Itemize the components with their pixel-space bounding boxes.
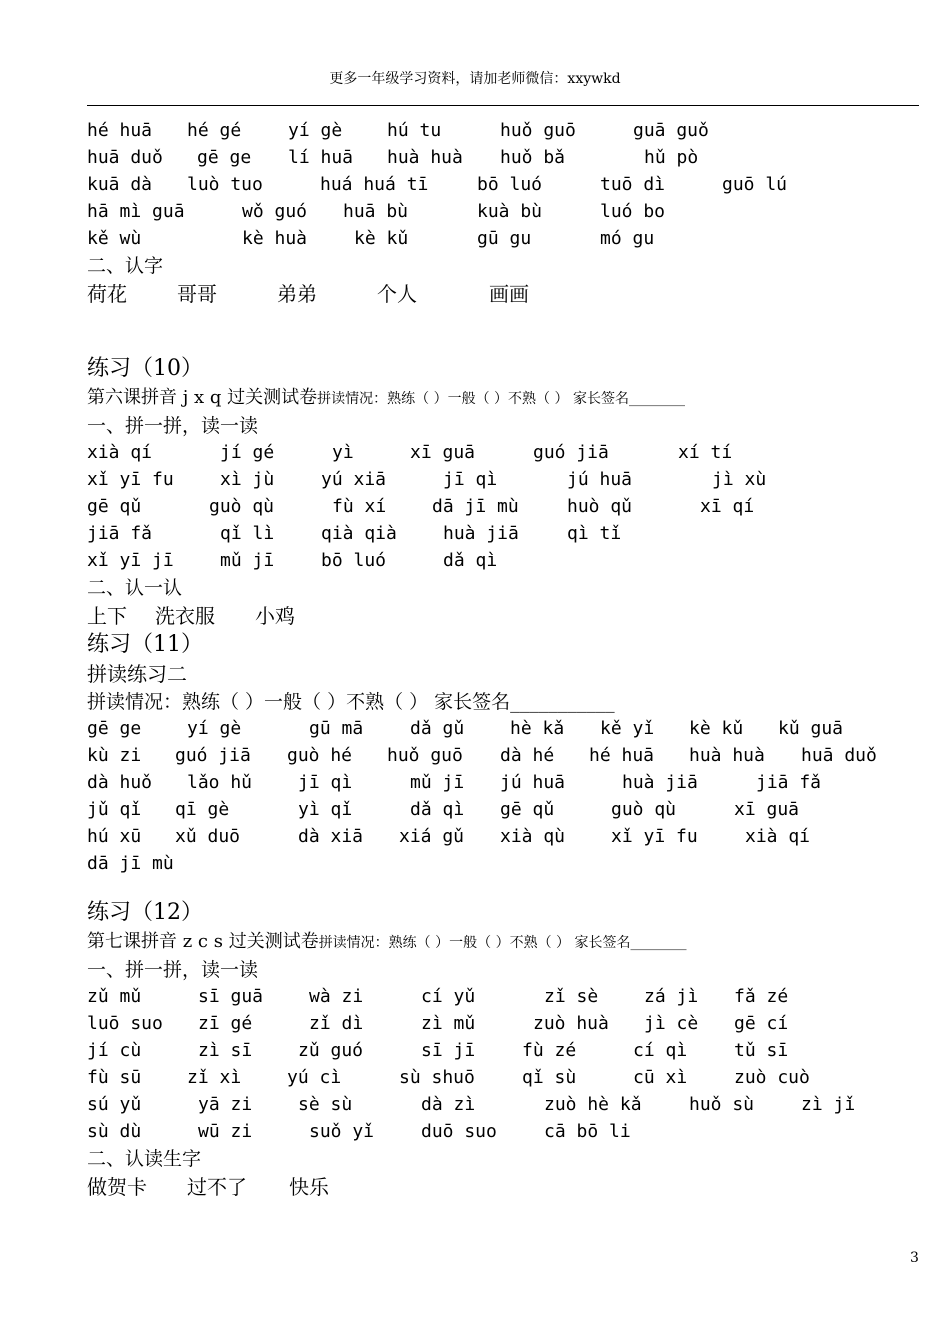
pinyin-word: dā jī mù: [432, 496, 519, 517]
pinyin-word: hǔ pò: [644, 147, 699, 168]
pinyin-row: [87, 172, 917, 199]
pinyin-word: hé gé: [187, 120, 242, 141]
character-word: 上下: [87, 604, 127, 628]
pinyin-row: [87, 824, 917, 851]
exercise-title: 练习（11）: [87, 632, 203, 657]
lesson-title: 第七课拼音 z c s 过关测试卷: [87, 931, 319, 952]
pinyin-word: huà huà: [689, 745, 765, 766]
pinyin-word: sī guā: [198, 986, 264, 1007]
pinyin-word: guó jiā: [175, 745, 251, 766]
pinyin-word: dà xiā: [298, 826, 364, 847]
pinyin-word: huǒ sù: [689, 1094, 755, 1115]
pinyin-row: [87, 797, 917, 824]
pinyin-word: hú xū: [87, 826, 142, 847]
lesson-title-line: [87, 384, 917, 413]
pinyin-word: sú yǔ: [87, 1094, 142, 1115]
pinyin-word: cā bō li: [544, 1121, 631, 1142]
pinyin-word: jú huā: [567, 469, 633, 490]
pinyin-word: dà huǒ: [87, 772, 153, 793]
pinyin-row: [87, 145, 917, 172]
pinyin-word: gē cí: [734, 1013, 789, 1034]
pinyin-word: jī qì: [443, 469, 498, 490]
worksheet-content: [87, 118, 917, 1201]
character-word: 荷花: [87, 282, 127, 306]
pinyin-word: kuā dà: [87, 174, 153, 195]
pinyin-word: guó jiā: [533, 442, 609, 463]
pinyin-word: cū xì: [633, 1067, 688, 1088]
section-heading: 二、认字: [87, 255, 164, 277]
character-row: [87, 602, 917, 630]
pinyin-word: xì jù: [220, 469, 275, 490]
pinyin-word: sī jī: [421, 1040, 476, 1061]
pinyin-word: guō lú: [722, 174, 788, 195]
pinyin-word: guò hé: [287, 745, 353, 766]
pinyin-row: [87, 494, 917, 521]
reading-status: 拼读情况：熟练（ ）一般（ ）不熟（ ） 家长签名___________: [87, 691, 615, 713]
pinyin-word: huá huá tī: [320, 174, 429, 195]
pinyin-word: jú huā: [500, 772, 566, 793]
pinyin-word: zá jì: [644, 986, 699, 1007]
pinyin-word: hè kǎ: [510, 718, 565, 739]
pinyin-word: gē qǔ: [500, 799, 555, 820]
pinyin-word: dǎ qì: [410, 799, 465, 820]
pinyin-word: dà hé: [500, 745, 555, 766]
exercise-title: 练习（12）: [87, 900, 203, 925]
pinyin-word: jí cù: [87, 1040, 142, 1061]
pinyin-row: [87, 467, 917, 494]
pinyin-word: qì tǐ: [567, 523, 622, 544]
character-word: 做贺卡: [87, 1175, 147, 1199]
pinyin-word: xǐ yī fu: [611, 826, 698, 847]
pinyin-word: sù shuō: [399, 1067, 475, 1088]
pinyin-word: sù dù: [87, 1121, 142, 1142]
pinyin-row: [87, 226, 917, 253]
pinyin-word: kè huà: [242, 228, 308, 249]
character-word: 过不了: [187, 1175, 247, 1199]
pinyin-word: xià qù: [500, 826, 566, 847]
pinyin-row: [87, 199, 917, 226]
pinyin-word: fǎ zé: [734, 986, 789, 1007]
pinyin-word: xǐ yī jī: [87, 550, 174, 571]
character-word: 哥哥: [177, 282, 217, 306]
character-word: 洗衣服: [155, 604, 215, 628]
page-header: 更多一年级学习资料，请加老师微信：xxywkd: [329, 71, 621, 87]
pinyin-word: lí huā: [288, 147, 354, 168]
pinyin-word: kǔ guā: [778, 718, 844, 739]
pinyin-word: gū mā: [309, 718, 364, 739]
pinyin-word: mǔ jī: [220, 550, 275, 571]
pinyin-word: zì jǐ: [801, 1094, 856, 1115]
pinyin-row: [87, 743, 917, 770]
character-word: 小鸡: [255, 604, 295, 628]
pinyin-word: duō suo: [421, 1121, 497, 1142]
reading-status: 拼读情况：熟练（ ）一般（ ）不熟（ ） 家长签名________: [317, 391, 685, 407]
pinyin-word: sè sù: [298, 1094, 353, 1115]
pinyin-word: huò qǔ: [567, 496, 633, 517]
pinyin-row: [87, 1038, 917, 1065]
pinyin-word: dà zì: [421, 1094, 476, 1115]
pinyin-word: wū zi: [198, 1121, 253, 1142]
pinyin-word: tǔ sī: [734, 1040, 789, 1061]
pinyin-word: huǒ guō: [500, 120, 576, 141]
pinyin-word: yì qǐ: [298, 799, 353, 820]
lesson-title: 第六课拼音 j x q 过关测试卷: [87, 387, 318, 408]
exercise-title: 练习（10）: [87, 356, 203, 381]
pinyin-row: [87, 1092, 917, 1119]
pinyin-word: xiá gǔ: [399, 826, 465, 847]
pinyin-word: gē qǔ: [87, 496, 142, 517]
character-row: [87, 1173, 917, 1201]
pinyin-word: mó gu: [600, 228, 655, 249]
pinyin-word: hé huā: [589, 745, 655, 766]
pinyin-row: [87, 770, 917, 797]
pinyin-word: lǎo hǔ: [187, 772, 253, 793]
pinyin-word: guò qù: [209, 496, 275, 517]
pinyin-word: bō luó: [477, 174, 543, 195]
pinyin-word: gū gu: [477, 228, 532, 249]
pinyin-word: huà jiā: [622, 772, 698, 793]
section-heading: 一、拼一拼，读一读: [87, 415, 259, 437]
pinyin-row: [87, 851, 917, 878]
pinyin-word: jì xù: [712, 469, 767, 490]
pinyin-word: huà huà: [387, 147, 463, 168]
pinyin-word: yú cì: [287, 1067, 342, 1088]
section-heading: 一、拼一拼，读一读: [87, 959, 259, 981]
pinyin-word: hā mì guā: [87, 201, 185, 222]
pinyin-word: kuà bù: [477, 201, 543, 222]
pinyin-row: [87, 118, 917, 145]
pinyin-word: wà zi: [309, 986, 364, 1007]
pinyin-word: tuō dì: [600, 174, 666, 195]
pinyin-row: [87, 1011, 917, 1038]
pinyin-word: xī guā: [734, 799, 800, 820]
pinyin-row: [87, 984, 917, 1011]
pinyin-word: yí gè: [288, 120, 343, 141]
pinyin-row: [87, 1119, 917, 1146]
pinyin-word: huǒ guō: [387, 745, 463, 766]
reading-status: 拼读情况：熟练（ ）一般（ ）不熟（ ） 家长签名________: [318, 935, 687, 951]
pinyin-word: gē ge: [87, 718, 142, 739]
lesson-title-line: [87, 928, 917, 957]
pinyin-word: luò tuo: [187, 174, 263, 195]
pinyin-word: dǎ qì: [443, 550, 498, 571]
pinyin-word: zǔ mǔ: [87, 986, 142, 1007]
pinyin-word: zì sī: [198, 1040, 253, 1061]
pinyin-word: cí yǔ: [421, 986, 476, 1007]
pinyin-word: mǔ jī: [410, 772, 465, 793]
pinyin-row: [87, 716, 917, 743]
pinyin-word: guā guǒ: [633, 120, 709, 141]
pinyin-word: zuò hè kǎ: [544, 1094, 642, 1115]
pinyin-word: fù sū: [87, 1067, 142, 1088]
pinyin-word: dā jī mù: [87, 853, 174, 874]
pinyin-word: huā duǒ: [801, 745, 877, 766]
pinyin-word: kù zi: [87, 745, 142, 766]
pinyin-word: huā duǒ: [87, 147, 163, 168]
pinyin-word: guò qù: [611, 799, 677, 820]
pinyin-word: dǎ gǔ: [410, 718, 465, 739]
pinyin-word: zǔ guó: [298, 1040, 364, 1061]
character-word: 画画: [489, 282, 529, 306]
character-word: 快乐: [289, 1175, 329, 1199]
character-word: 个人: [377, 282, 417, 306]
pinyin-word: zī gé: [198, 1013, 253, 1034]
pinyin-word: xià qí: [87, 442, 153, 463]
pinyin-word: yí gè: [187, 718, 242, 739]
pinyin-word: fù xí: [332, 496, 387, 517]
pinyin-word: qǐ lì: [220, 523, 275, 544]
pinyin-word: wǒ guó: [242, 201, 308, 222]
pinyin-word: yā zi: [198, 1094, 253, 1115]
pinyin-row: [87, 1065, 917, 1092]
pinyin-word: zì mǔ: [421, 1013, 476, 1034]
pinyin-word: jí gé: [220, 442, 275, 463]
pinyin-word: qià qià: [321, 523, 397, 544]
pinyin-word: xǔ duō: [175, 826, 241, 847]
pinyin-word: xǐ yī fu: [87, 469, 174, 490]
pinyin-word: xī qí: [700, 496, 755, 517]
pinyin-word: kě wù: [87, 228, 142, 249]
pinyin-word: fù zé: [522, 1040, 577, 1061]
pinyin-word: luó bo: [600, 201, 666, 222]
pinyin-word: xià qí: [745, 826, 811, 847]
pinyin-word: kè kǔ: [689, 718, 744, 739]
pinyin-row: [87, 521, 917, 548]
pinyin-word: qǐ sù: [522, 1067, 577, 1088]
pinyin-word: huā bù: [343, 201, 409, 222]
pinyin-word: huà jiā: [443, 523, 519, 544]
character-word: 弟弟: [277, 282, 317, 306]
pinyin-word: xí tí: [678, 442, 733, 463]
pinyin-word: jiā fǎ: [87, 523, 153, 544]
pinyin-word: jì cè: [644, 1013, 699, 1034]
pinyin-row: [87, 548, 917, 575]
pinyin-word: yú xiā: [321, 469, 387, 490]
pinyin-row: [87, 440, 917, 467]
exercise-subtitle: 拼读练习二: [87, 662, 187, 686]
pinyin-word: huǒ bǎ: [500, 147, 566, 168]
pinyin-word: kě yǐ: [600, 718, 655, 739]
pinyin-word: xī guā: [410, 442, 476, 463]
pinyin-word: gē ge: [197, 147, 252, 168]
pinyin-word: yì: [332, 442, 354, 463]
character-row: [87, 280, 917, 308]
header-divider: [87, 105, 919, 106]
pinyin-word: luō suo: [87, 1013, 163, 1034]
pinyin-word: jiā fǎ: [756, 772, 822, 793]
pinyin-word: zǐ dì: [309, 1013, 364, 1034]
page-number: 3: [910, 1250, 919, 1266]
pinyin-word: zǐ sè: [544, 986, 599, 1007]
pinyin-word: zuò cuò: [734, 1067, 810, 1088]
pinyin-word: bō luó: [321, 550, 387, 571]
pinyin-word: hé huā: [87, 120, 153, 141]
pinyin-word: jī qì: [298, 772, 353, 793]
section-heading: 二、认一认: [87, 577, 183, 599]
section-heading: 二、认读生字: [87, 1148, 202, 1170]
pinyin-word: jǔ qǐ: [87, 799, 142, 820]
pinyin-word: suǒ yǐ: [309, 1121, 375, 1142]
pinyin-word: zǐ xì: [187, 1067, 242, 1088]
pinyin-word: zuò huà: [533, 1013, 609, 1034]
pinyin-word: hú tu: [387, 120, 442, 141]
pinyin-word: cí qì: [633, 1040, 688, 1061]
pinyin-word: kè kǔ: [354, 228, 409, 249]
pinyin-word: qī gè: [175, 799, 230, 820]
